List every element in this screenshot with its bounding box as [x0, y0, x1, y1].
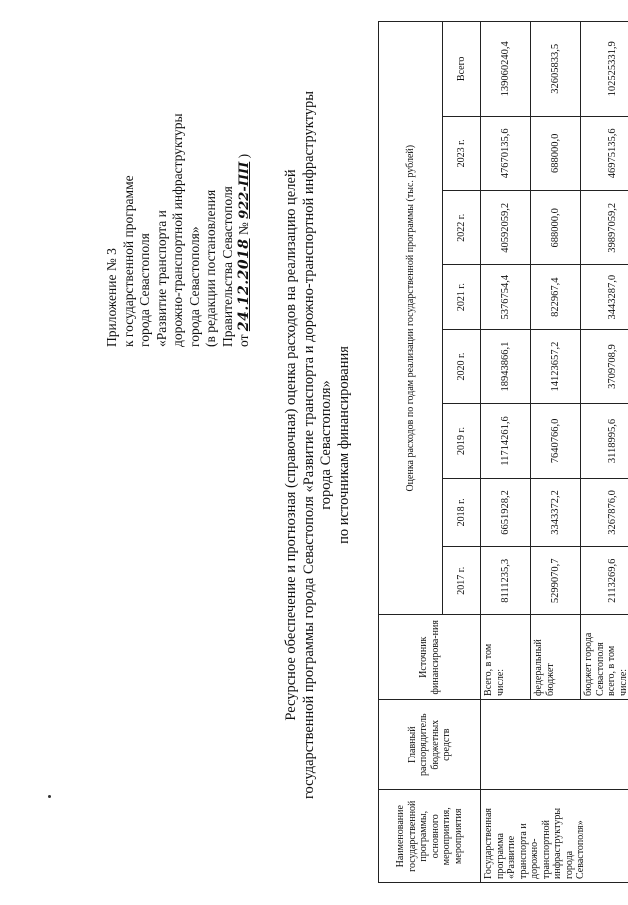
value-cell: 47670135,6	[481, 116, 531, 190]
table-row	[481, 22, 531, 883]
program-name-cell: Государственная программа «Развитие транспорта и дорожно-транспортной инфраструктуры города Севастополя»	[481, 790, 628, 883]
source-cell: бюджет города Севастополя всего, в том числе:	[581, 615, 628, 699]
date-prefix: от	[236, 334, 251, 347]
number-prefix: №	[236, 222, 251, 236]
value-cell: 5376754,4	[481, 265, 531, 329]
budget-table	[378, 21, 628, 883]
header-year: 2023 г.	[443, 116, 481, 190]
total-cell: 102525331,9	[581, 22, 628, 117]
value-cell: 2113269,6	[581, 547, 628, 615]
value-cell: 3709708,9	[581, 329, 628, 403]
header-source: Источник финансирова-ния	[379, 615, 481, 699]
value-cell: 14123657,2	[531, 329, 581, 403]
value-cell: 8111235,3	[481, 547, 531, 615]
appendix-line: к государственной программе	[120, 175, 136, 347]
value-cell: 822967,4	[531, 265, 581, 329]
value-cell: 11714261,6	[481, 404, 531, 478]
total-cell: 139060240,4	[481, 22, 531, 117]
appendix-line: Приложение № 3	[104, 248, 119, 347]
closing-paren: )	[236, 153, 251, 159]
admin-cell	[481, 699, 628, 790]
title-line: по источникам финансирования	[335, 346, 352, 544]
value-cell: 3267876,0	[581, 478, 628, 546]
value-cell: 3118995,6	[581, 404, 628, 478]
document-title	[283, 25, 353, 865]
value-cell: 6651928,2	[481, 478, 531, 546]
handwritten-number: 922-ПП	[237, 161, 252, 219]
value-cell: 688000,0	[531, 116, 581, 190]
title-line: Ресурсное обеспечение и прогнозная (справочная) оценка расходов на реализацию целей	[283, 169, 299, 721]
header-year: 2020 г.	[443, 329, 481, 403]
appendix-line: города Севастополя»	[186, 226, 202, 347]
resolution-date-line	[236, 27, 254, 347]
header-year: 2022 г.	[443, 191, 481, 265]
value-cell: 5299070,7	[531, 547, 581, 615]
appendix-line: города Севастополя	[137, 233, 152, 347]
source-cell: федеральный бюджет	[531, 615, 581, 699]
value-cell: 40592059,2	[481, 191, 531, 265]
appendix-block	[104, 27, 254, 347]
appendix-line: «Развитие транспорта и	[153, 210, 169, 347]
header-year: 2018 г.	[443, 478, 481, 546]
appendix-line: (в редакции постановления	[203, 189, 218, 347]
title-line: города Севастополя»	[318, 380, 334, 510]
header-year: 2017 г.	[443, 547, 481, 615]
value-cell: 3343372,2	[531, 478, 581, 546]
source-cell: Всего, в том числе:	[481, 615, 531, 699]
handwritten-date: 24.12.2018	[236, 238, 252, 332]
header-year: 2021 г.	[443, 265, 481, 329]
value-cell: 7640766,0	[531, 404, 581, 478]
value-cell: 46975135,6	[581, 116, 628, 190]
value-cell: 3443287,0	[581, 265, 628, 329]
header-estimate: Оценка расходов по годам реализации государственной программы (тыс. рублей)	[379, 22, 443, 615]
value-cell: 39897059,2	[581, 191, 628, 265]
value-cell: 688000,0	[531, 191, 581, 265]
value-cell: 18943866,1	[481, 329, 531, 403]
header-total: Всего	[443, 22, 481, 117]
header-admin: Главный распорядитель бюджетных средств	[379, 699, 481, 790]
header-program-name: Наименование государственной программы, основного мероприятия, мероприятия	[379, 790, 481, 883]
title-line: государственной программы города Севастополя «Развитие транспорта и дорожно-транспортной инфраструктуры	[300, 90, 317, 800]
header-year: 2019 г.	[443, 404, 481, 478]
appendix-line: Правительства Севастополя	[219, 186, 235, 347]
appendix-line: дорожно-транспортной инфраструктуры	[170, 113, 185, 347]
total-cell: 32605833,5	[531, 22, 581, 117]
